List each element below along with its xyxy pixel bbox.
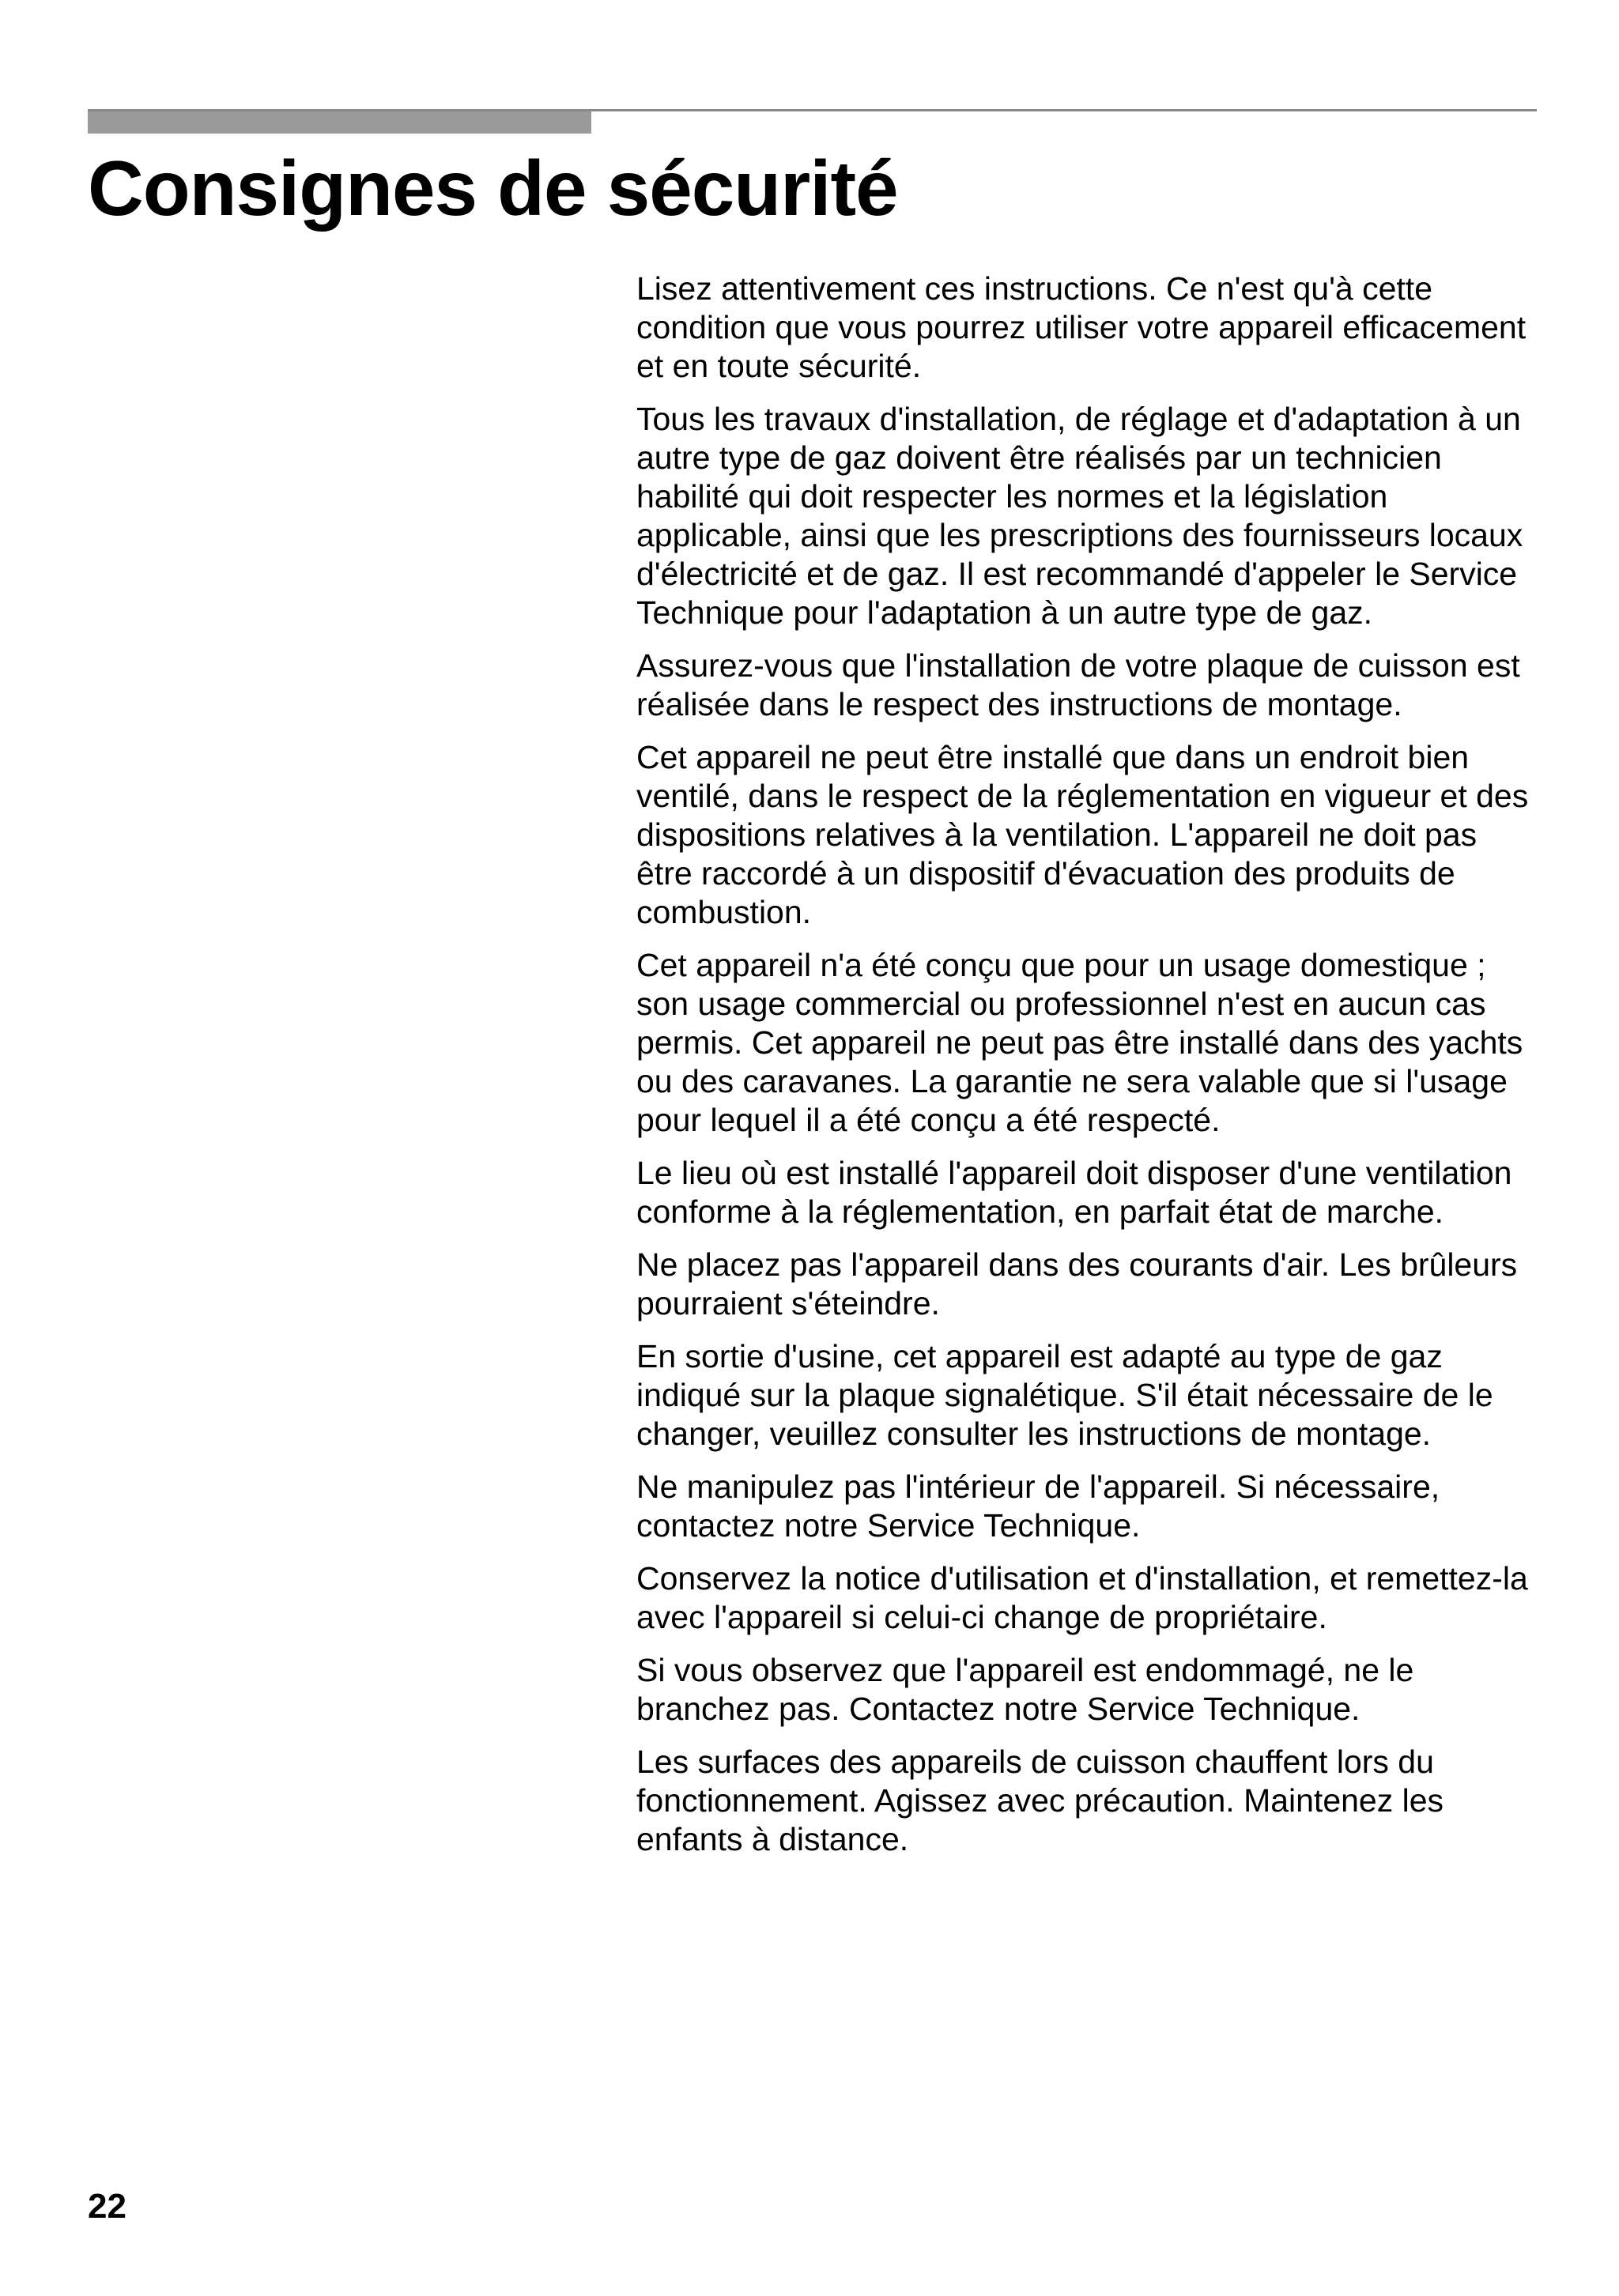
paragraph-ventilation-location: Cet appareil ne peut être installé que dans un endroit bien ventilé, dans le respect de la réglementation en vigueur et des dispositions relatives à la ventilation. L'appareil ne doit pas être raccordé à un dispositif d'évacuation des produits de combustion. — [636, 739, 1529, 930]
paragraph-installation-work: Tous les travaux d'installation, de réglage et d'adaptation à un autre type de gaz doivent être réalisés par un technicien habilité qui doit respecter les normes et la législation applicable, ainsi que les prescriptions des fournisseurs locaux d'électricité et de gaz. Il est recommandé d'appeler le Service Technique pour l'adaptation à un autre type de gaz. — [636, 401, 1523, 631]
paragraph-gas-type: En sortie d'usine, cet appareil est adapté au type de gaz indiqué sur la plaque signalétique. S'il était nécessaire de le changer, veuillez consulter les instructions de montage. — [636, 1338, 1493, 1452]
paragraph-do-not-tamper: Ne manipulez pas l'intérieur de l'appareil. Si nécessaire, contactez notre Service Technique. — [636, 1468, 1440, 1544]
paragraph-read-instructions: Lisez attentivement ces instructions. Ce n'est qu'à cette condition que vous pourrez utiliser votre appareil efficacement et en toute sécurité. — [636, 270, 1527, 384]
paragraph-domestic-use: Cet appareil n'a été conçu que pour un usage domestique ; son usage commercial ou professionnel n'est en aucun cas permis. Cet appareil ne peut pas être installé dans des yachts ou des caravanes. La garantie ne sera valable que si l'usage pour lequel il a été conçu a été respecté. — [636, 947, 1523, 1138]
safety-instructions — [636, 270, 1542, 1873]
paragraph-keep-manual: Conservez la notice d'utilisation et d'installation, et remettez-la avec l'appareil si celui-ci change de propriétaire. — [636, 1560, 1528, 1635]
paragraph-mounting-compliance: Assurez-vous que l'installation de votre plaque de cuisson est réalisée dans le respect des instructions de montage. — [636, 647, 1520, 722]
paragraph-room-ventilation: Le lieu où est installé l'appareil doit disposer d'une ventilation conforme à la réglementation, en parfait état de marche. — [636, 1155, 1512, 1230]
page-number: 22 — [88, 2187, 126, 2226]
paragraph-hot-surfaces: Les surfaces des appareils de cuisson chauffent lors du fonctionnement. Agissez avec précaution. Maintenez les enfants à distance. — [636, 1744, 1444, 1857]
page-title: Consignes de sécurité — [88, 145, 898, 232]
header-accent-bar — [88, 111, 591, 134]
paragraph-drafts: Ne placez pas l'appareil dans des courants d'air. Les brûleurs pourraient s'éteindre. — [636, 1246, 1518, 1321]
paragraph-damaged-appliance: Si vous observez que l'appareil est endommagé, ne le branchez pas. Contactez notre Service Technique. — [636, 1652, 1414, 1727]
